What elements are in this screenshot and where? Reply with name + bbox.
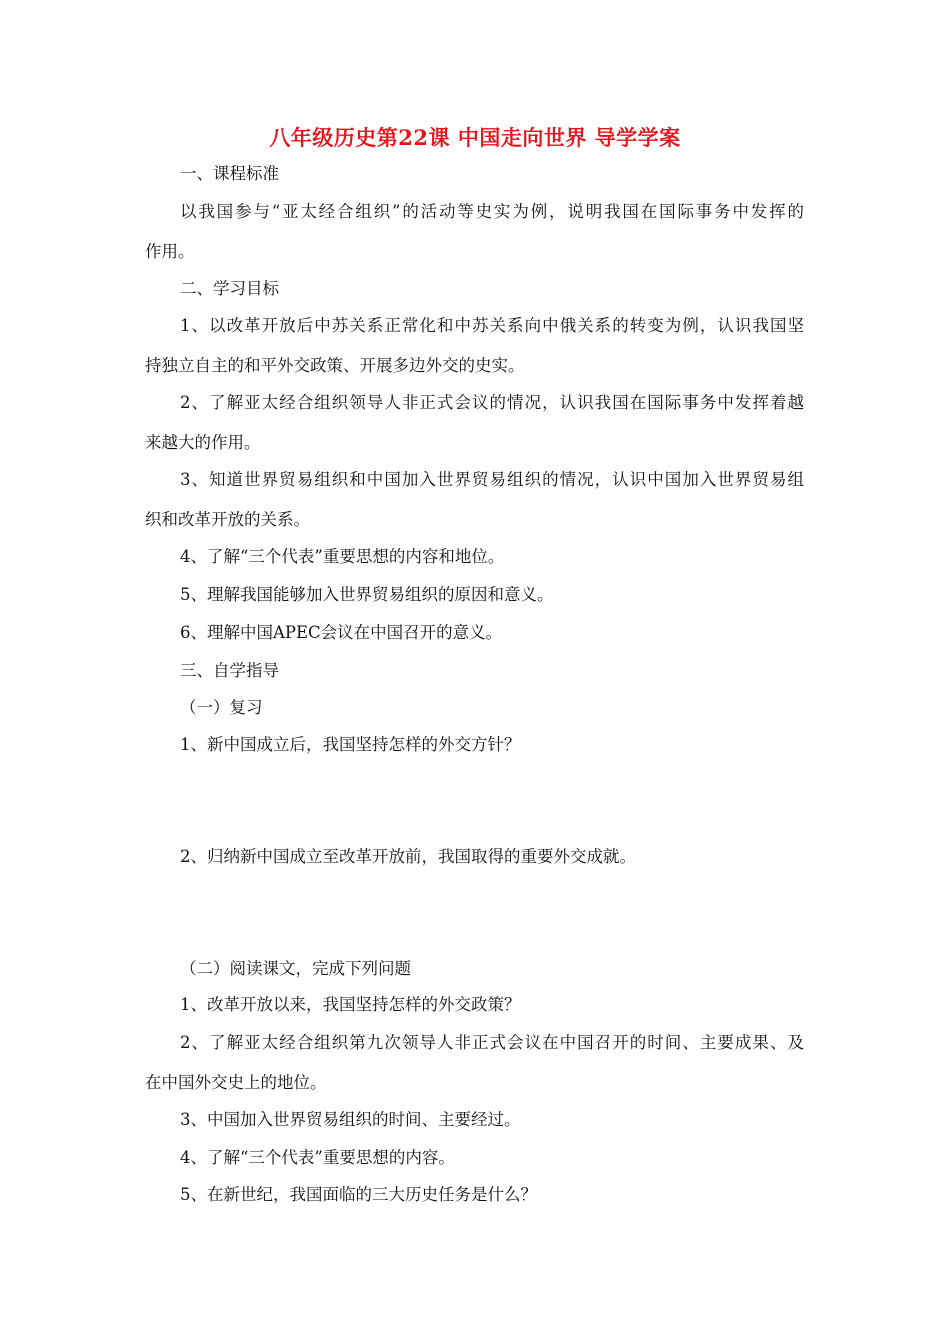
section-heading-learning-goals: 二、学习目标 bbox=[180, 279, 279, 298]
course-standard-text: 以我国参与“亚太经合组织”的活动等史实为例，说明我国在国际事务中发挥的 bbox=[180, 202, 804, 221]
reading-question-2: 2、了解亚太经合组织第九次领导人非正式会议在中国召开的时间、主要成果、及 bbox=[180, 1033, 804, 1052]
reading-question-5: 5、在新世纪，我国面临的三大历史任务是什么？ bbox=[180, 1185, 537, 1204]
goal-item-6: 6、理解中国APEC会议在中国召开的意义。 bbox=[180, 623, 503, 642]
goal-item-4: 4、了解“三个代表”重要思想的内容和地位。 bbox=[180, 547, 505, 566]
section-heading-course-standard: 一、课程标准 bbox=[180, 164, 279, 183]
reading-question-1: 1、改革开放以来，我国坚持怎样的外交政策？ bbox=[180, 995, 521, 1014]
goal-item-3-cont: 织和改革开放的关系。 bbox=[145, 510, 310, 529]
review-question-1: 1、新中国成立后，我国坚持怎样的外交方针？ bbox=[180, 735, 521, 754]
goal-item-1: 1、以改革开放后中苏关系正常化和中苏关系向中俄关系的转变为例，认识我国坚 bbox=[180, 316, 804, 335]
section-heading-self-study: 三、自学指导 bbox=[180, 661, 279, 680]
reading-question-4: 4、了解“三个代表”重要思想的内容。 bbox=[180, 1148, 455, 1167]
course-standard-text-cont: 作用。 bbox=[145, 242, 195, 261]
reading-question-2-cont: 在中国外交史上的地位。 bbox=[145, 1073, 327, 1092]
goal-item-3: 3、知道世界贸易组织和中国加入世界贸易组织的情况，认识中国加入世界贸易组 bbox=[180, 470, 804, 489]
review-question-2: 2、归纳新中国成立至改革开放前，我国取得的重要外交成就。 bbox=[180, 847, 636, 866]
goal-item-5: 5、理解我国能够加入世界贸易组织的原因和意义。 bbox=[180, 585, 554, 604]
subsection-heading-review: （一）复习 bbox=[180, 698, 263, 717]
goal-item-2: 2、了解亚太经合组织领导人非正式会议的情况，认识我国在国际事务中发挥着越 bbox=[180, 393, 804, 412]
subsection-heading-reading: （二）阅读课文，完成下列问题 bbox=[180, 959, 411, 978]
goal-item-1-cont: 持独立自主的和平外交政策、开展多边外交的史实。 bbox=[145, 356, 525, 375]
reading-question-3: 3、中国加入世界贸易组织的时间、主要经过。 bbox=[180, 1110, 521, 1129]
goal-item-2-cont: 来越大的作用。 bbox=[145, 433, 261, 452]
document-title: 八年级历史第22课 中国走向世界 导学学案 bbox=[269, 125, 681, 150]
